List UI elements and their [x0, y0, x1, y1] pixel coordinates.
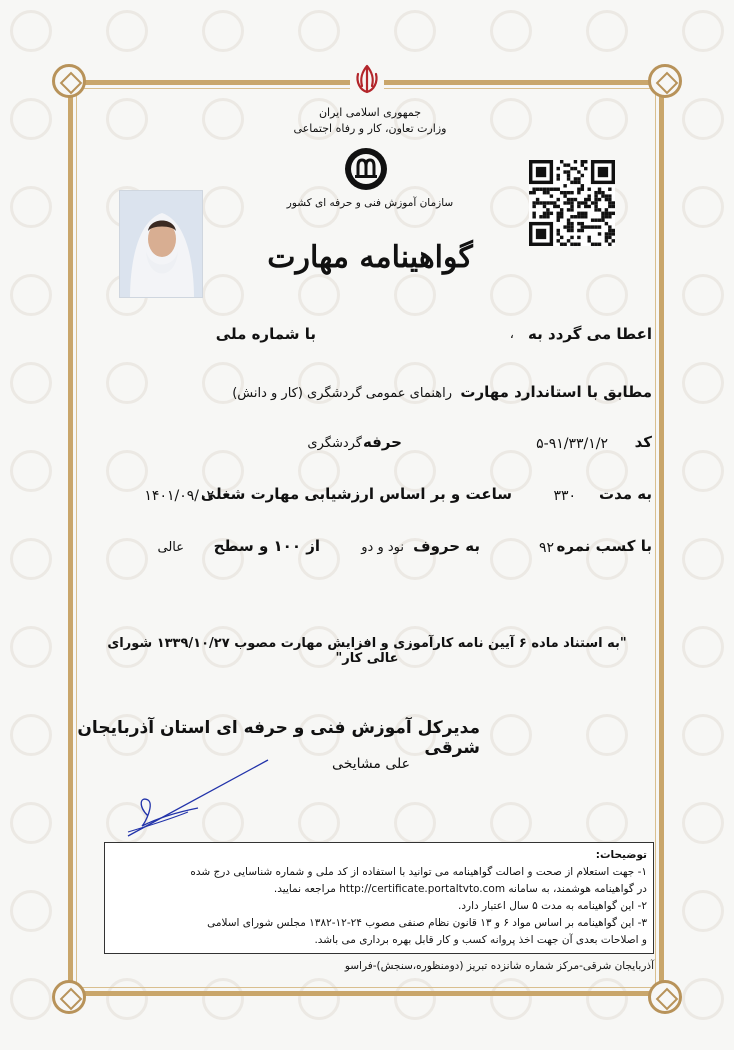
out-of-label: از ۱۰۰ و سطح: [213, 537, 320, 555]
applicant-photo: [119, 190, 203, 298]
notes-line: در گواهینامه هوشمند، به سامانه http://certificate.portaltvto.com مراجعه نمایید.: [273, 883, 647, 895]
watermark-logo-icon: [394, 10, 436, 52]
watermark-logo-icon: [490, 10, 532, 52]
watermark-logo-icon: [202, 10, 244, 52]
frame-corner-ornament: [648, 64, 682, 98]
organization-name: سازمان آموزش فنی و حرفه ای کشور: [286, 197, 454, 209]
watermark-logo-icon: [10, 362, 52, 404]
profession-value: گردشگری: [307, 436, 362, 451]
national-id-label: با شماره ملی: [215, 325, 316, 343]
notes-title: توضیحات:: [595, 849, 647, 861]
watermark-logo-icon: [10, 98, 52, 140]
profession-label: حرفه: [362, 433, 402, 451]
code-label: کد: [634, 433, 652, 451]
watermark-logo-icon: [10, 274, 52, 316]
watermark-logo-icon: [682, 978, 724, 1020]
awarded-value: ،: [509, 327, 514, 342]
ministry-name: وزارت تعاون، کار و رفاه اجتماعی: [293, 122, 447, 135]
qr-code-icon: [529, 160, 615, 246]
watermark-logo-icon: [298, 10, 340, 52]
code-value: ۵-۹۱/۳۳/۱/۲: [536, 436, 608, 452]
tvto-logo-icon: [343, 146, 389, 192]
country-name: جمهوری اسلامی ایران: [318, 106, 422, 119]
awarded-label: اعطا می گردد به: [528, 325, 652, 343]
watermark-logo-icon: [682, 714, 724, 756]
issuing-center: آذربایجان شرقی-مرکز شماره شانزده تبریز (دومنظوره،سنجش)-فراسو: [344, 960, 654, 972]
notes-line: ۲- این گواهینامه به مدت ۵ سال اعتبار دارد.: [458, 900, 647, 912]
frame-corner-ornament: [52, 980, 86, 1014]
director-name: علی مشایخی: [332, 756, 410, 772]
watermark-logo-icon: [10, 626, 52, 668]
watermark-logo-icon: [586, 10, 628, 52]
watermark-logo-icon: [682, 10, 724, 52]
notes-line: ۳- این گواهینامه بر اساس مواد ۶ و ۱۳ قانون نظام صنفی مصوب ۲۴-۱۲-۱۳۸۲ مجلس شورای اسلامی: [207, 917, 647, 929]
iran-emblem-icon: [350, 62, 384, 96]
score-words-label: به حروف: [413, 537, 480, 555]
director-title: مدیرکل آموزش فنی و حرفه ای استان آذربایجان شرقی: [77, 718, 480, 758]
watermark-logo-icon: [10, 802, 52, 844]
duration-value: ۳۳۰: [553, 488, 576, 504]
watermark-logo-icon: [10, 10, 52, 52]
watermark-logo-icon: [682, 802, 724, 844]
standard-label: مطابق با استاندارد مهارت: [460, 383, 652, 401]
score-words-value: نود و دو: [361, 540, 404, 555]
notes-line: ۱- جهت استعلام از صحت و اصالت گواهینامه می توانید با استفاده از کد ملی و شماره شناسایی درج شده: [190, 866, 647, 878]
level-value: عالی: [157, 540, 184, 555]
watermark-logo-icon: [10, 186, 52, 228]
watermark-logo-icon: [682, 274, 724, 316]
watermark-logo-icon: [682, 362, 724, 404]
notes-box: [104, 842, 654, 954]
frame-corner-ornament: [52, 64, 86, 98]
watermark-logo-icon: [10, 538, 52, 580]
issue-date-value: ۱۴۰۱/۰۹/۰۲: [144, 488, 214, 504]
watermark-logo-icon: [10, 714, 52, 756]
watermark-logo-icon: [10, 890, 52, 932]
frame-corner-ornament: [648, 980, 682, 1014]
watermark-logo-icon: [682, 538, 724, 580]
score-value: ۹۲: [538, 540, 554, 556]
watermark-logo-icon: [682, 890, 724, 932]
certificate-title: گواهینامه مهارت: [267, 240, 473, 275]
watermark-logo-icon: [682, 450, 724, 492]
watermark-logo-icon: [10, 450, 52, 492]
director-signature: [118, 756, 278, 840]
duration-label: به مدت: [599, 485, 652, 503]
hours-label: ساعت و بر اساس ارزشیابی مهارت شغلی: [200, 485, 512, 503]
watermark-logo-icon: [106, 10, 148, 52]
regulation-quote: "به استناد ماده ۶ آیین نامه کارآموزی و افزایش مهارت مصوب ۱۳۳۹/۱۰/۲۷ شورای عالی کار": [107, 636, 627, 666]
watermark-logo-icon: [682, 186, 724, 228]
score-label: با کسب نمره: [556, 537, 652, 555]
watermark-logo-icon: [682, 626, 724, 668]
notes-line: و اصلاحات بعدی آن جهت اخذ پروانه کسب و کار قابل بهره برداری می باشد.: [314, 934, 647, 946]
watermark-logo-icon: [682, 98, 724, 140]
standard-value: راهنمای عمومی گردشگری (کار و دانش): [232, 386, 452, 401]
watermark-logo-icon: [10, 978, 52, 1020]
